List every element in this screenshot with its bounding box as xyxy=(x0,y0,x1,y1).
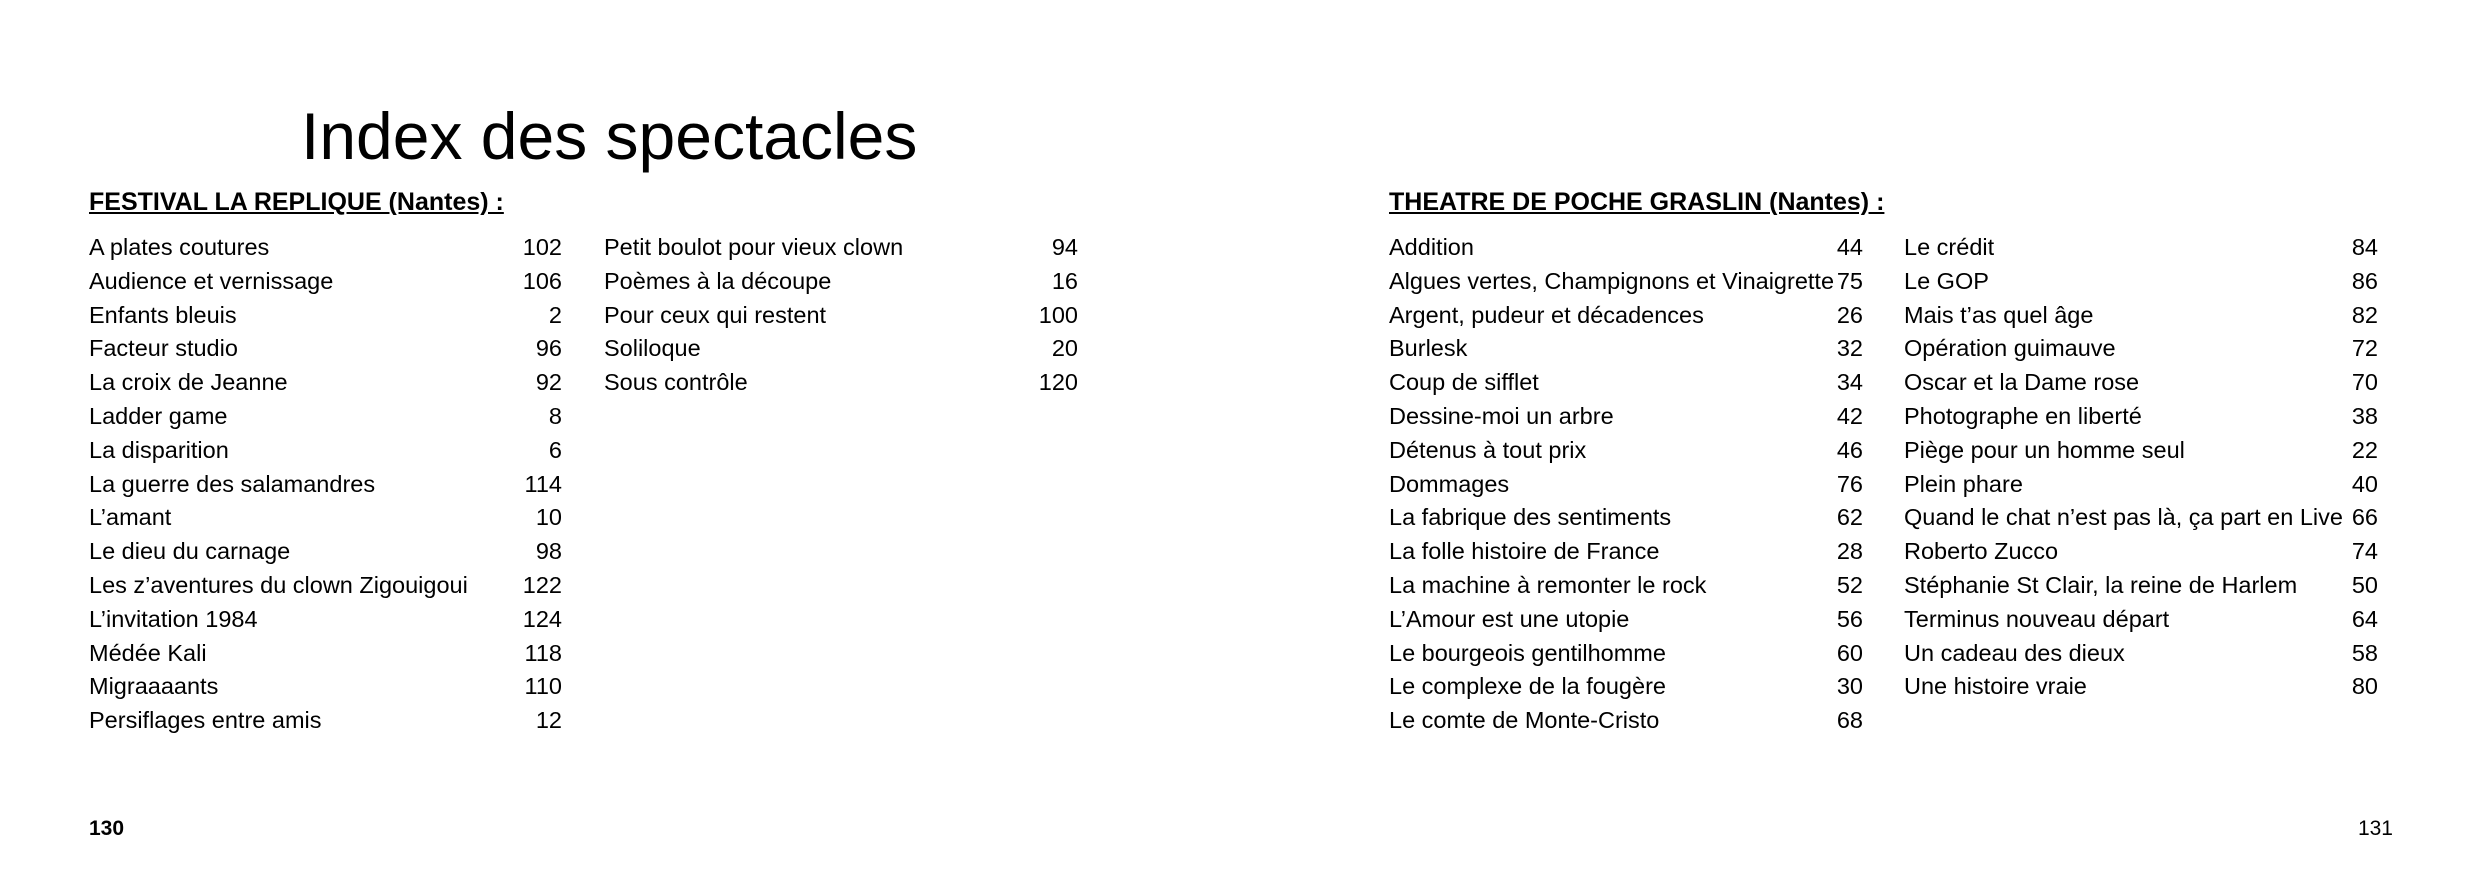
entry-title: Roberto Zucco xyxy=(1904,538,2059,565)
entry-page-number: 62 xyxy=(1836,504,1863,531)
index-entry xyxy=(1904,400,2378,434)
entry-page-number: 100 xyxy=(1038,301,1078,328)
index-column-right-2 xyxy=(1904,231,2378,704)
index-entry xyxy=(1904,265,2378,299)
index-entry xyxy=(1904,299,2378,333)
entry-page-number: 80 xyxy=(2351,673,2378,700)
entry-title: Mais t’as quel âge xyxy=(1904,301,2094,328)
entry-title: La guerre des salamandres xyxy=(89,470,376,497)
entry-title: Le complexe de la fougère xyxy=(1389,673,1666,700)
entry-title: Le GOP xyxy=(1904,267,1989,294)
index-entry xyxy=(1904,332,2378,366)
entry-page-number: 102 xyxy=(522,234,562,260)
entry-page-number: 28 xyxy=(1836,538,1863,565)
entry-title: Sous contrôle xyxy=(604,369,748,396)
entry-page-number: 98 xyxy=(535,538,562,565)
index-entry xyxy=(89,670,562,704)
index-entry xyxy=(1904,670,2378,704)
entry-page-number: 66 xyxy=(2351,504,2378,531)
index-entry xyxy=(1389,637,1863,671)
index-entry xyxy=(1389,400,1863,434)
entry-title: Détenus à tout prix xyxy=(1389,436,1587,463)
entry-page-number: 94 xyxy=(1051,234,1078,260)
entry-page-number: 124 xyxy=(522,605,562,632)
entry-page-number: 82 xyxy=(2351,301,2378,328)
entry-title: Les z’aventures du clown Zigouigoui xyxy=(89,571,468,598)
index-entry xyxy=(1389,366,1863,400)
index-entry xyxy=(1904,501,2378,535)
index-entry xyxy=(1904,434,2378,468)
index-entry xyxy=(604,366,1078,400)
entry-title: La machine à remonter le rock xyxy=(1389,571,1707,598)
entry-title: Addition xyxy=(1389,234,1474,260)
index-entry xyxy=(1389,299,1863,333)
entry-page-number: 68 xyxy=(1836,707,1863,734)
entry-title: Migraaaants xyxy=(89,673,219,700)
entry-page-number: 118 xyxy=(524,639,562,666)
index-entry xyxy=(1389,704,1863,738)
index-entry xyxy=(89,400,562,434)
entry-page-number: 12 xyxy=(535,707,562,734)
entry-title: Enfants bleuis xyxy=(89,301,237,328)
entry-page-number: 58 xyxy=(2351,639,2378,666)
index-entry xyxy=(1904,468,2378,502)
entry-page-number: 2 xyxy=(548,301,562,328)
index-entry xyxy=(89,434,562,468)
index-entry xyxy=(1904,535,2378,569)
entry-page-number: 76 xyxy=(1836,470,1863,497)
entry-title: Dommages xyxy=(1389,470,1510,497)
entry-title: Le crédit xyxy=(1904,234,1995,260)
entry-title: Médée Kali xyxy=(89,639,207,666)
entry-title: Burlesk xyxy=(1389,335,1468,362)
entry-page-number: 26 xyxy=(1836,301,1863,328)
index-entry xyxy=(1389,231,1863,265)
entry-title: Pour ceux qui restent xyxy=(604,301,827,328)
entry-title: Persiflages entre amis xyxy=(89,707,322,734)
entry-page-number: 40 xyxy=(2351,470,2378,497)
entry-title: La disparition xyxy=(89,436,229,463)
entry-title: Poèmes à la découpe xyxy=(604,267,832,294)
entry-page-number: 22 xyxy=(2351,436,2378,463)
index-entry xyxy=(89,265,562,299)
index-entry xyxy=(89,231,562,265)
index-column-left-2 xyxy=(604,231,1078,400)
entry-page-number: 96 xyxy=(535,335,562,362)
index-entry xyxy=(89,603,562,637)
index-entry xyxy=(1904,569,2378,603)
entry-title: Plein phare xyxy=(1904,470,2023,497)
entry-title: Photographe en liberté xyxy=(1904,402,2142,429)
entry-page-number: 20 xyxy=(1051,335,1078,362)
index-entry xyxy=(1389,332,1863,366)
entry-title: Terminus nouveau départ xyxy=(1904,605,2170,632)
index-entry xyxy=(604,299,1078,333)
entry-title: Une histoire vraie xyxy=(1904,673,2087,700)
entry-title: Piège pour un homme seul xyxy=(1904,436,2185,463)
entry-title: A plates coutures xyxy=(89,234,270,260)
page-title: Index des spectacles xyxy=(301,99,918,173)
page-number-left: 130 xyxy=(89,817,125,840)
entry-page-number: 38 xyxy=(2351,402,2378,429)
index-entry xyxy=(89,535,562,569)
entry-page-number: 114 xyxy=(524,470,562,497)
entry-page-number: 30 xyxy=(1836,673,1863,700)
entry-page-number: 75 xyxy=(1836,267,1863,294)
index-entry xyxy=(89,468,562,502)
entry-page-number: 16 xyxy=(1051,267,1078,294)
entry-page-number: 74 xyxy=(2351,538,2378,565)
index-entry xyxy=(89,501,562,535)
index-entry xyxy=(1389,265,1863,299)
entry-page-number: 32 xyxy=(1836,335,1863,362)
entry-title: Quand le chat n’est pas là, ça part en Live xyxy=(1904,504,2343,531)
index-column-left-1 xyxy=(89,231,562,738)
entry-page-number: 42 xyxy=(1836,402,1863,429)
entry-page-number: 106 xyxy=(522,267,562,294)
index-entry xyxy=(1389,670,1863,704)
index-entry xyxy=(89,299,562,333)
entry-title: Ladder game xyxy=(89,402,228,429)
entry-title: Stéphanie St Clair, la reine de Harlem xyxy=(1904,571,2298,598)
entry-page-number: 34 xyxy=(1836,369,1863,396)
index-entry xyxy=(604,231,1078,265)
entry-title: La fabrique des sentiments xyxy=(1389,504,1672,531)
index-entry xyxy=(89,704,562,738)
entry-page-number: 50 xyxy=(2351,571,2378,598)
entry-title: Audience et vernissage xyxy=(89,267,334,294)
entry-page-number: 120 xyxy=(1038,369,1078,396)
index-entry xyxy=(1904,637,2378,671)
entry-title: Le dieu du carnage xyxy=(89,538,291,565)
entry-title: Algues vertes, Champignons et Vinaigrette xyxy=(1389,267,1835,294)
index-entry xyxy=(1389,434,1863,468)
entry-title: La croix de Jeanne xyxy=(89,369,288,396)
index-entry xyxy=(1904,603,2378,637)
entry-page-number: 52 xyxy=(1836,571,1863,598)
index-entry xyxy=(1389,501,1863,535)
section-heading-festival-la-replique: FESTIVAL LA REPLIQUE (Nantes) : xyxy=(89,188,504,216)
entry-title: L’invitation 1984 xyxy=(89,605,258,632)
index-entry xyxy=(1904,231,2378,265)
index-entry xyxy=(89,569,562,603)
entry-page-number: 56 xyxy=(1836,605,1863,632)
entry-title: Un cadeau des dieux xyxy=(1904,639,2125,666)
entry-title: Argent, pudeur et décadences xyxy=(1389,301,1704,328)
entry-title: La folle histoire de France xyxy=(1389,538,1660,565)
entry-page-number: 60 xyxy=(1836,639,1863,666)
entry-title: Opération guimauve xyxy=(1904,335,2116,362)
entry-title: Le comte de Monte-Cristo xyxy=(1389,707,1660,734)
entry-page-number: 72 xyxy=(2351,335,2378,362)
entry-title: L’Amour est une utopie xyxy=(1389,605,1630,632)
entry-title: Facteur studio xyxy=(89,335,238,362)
entry-title: Coup de sifflet xyxy=(1389,369,1539,396)
index-entry xyxy=(1389,468,1863,502)
entry-page-number: 64 xyxy=(2351,605,2378,632)
index-entry xyxy=(89,366,562,400)
entry-page-number: 6 xyxy=(548,436,562,463)
entry-title: L’amant xyxy=(89,504,172,531)
entry-page-number: 110 xyxy=(524,673,562,700)
entry-page-number: 46 xyxy=(1836,436,1863,463)
entry-page-number: 84 xyxy=(2351,234,2378,260)
index-entry xyxy=(1389,569,1863,603)
entry-page-number: 8 xyxy=(548,402,562,429)
index-entry xyxy=(1904,366,2378,400)
index-entry xyxy=(604,332,1078,366)
index-entry xyxy=(604,265,1078,299)
index-entry xyxy=(1389,535,1863,569)
entry-page-number: 44 xyxy=(1836,234,1863,260)
entry-title: Le bourgeois gentilhomme xyxy=(1389,639,1666,666)
entry-page-number: 86 xyxy=(2351,267,2378,294)
entry-title: Soliloque xyxy=(604,335,701,362)
page-number-right: 131 xyxy=(2357,817,2393,840)
entry-title: Petit boulot pour vieux clown xyxy=(604,234,904,260)
index-column-right-1 xyxy=(1389,231,1863,738)
index-entry xyxy=(89,637,562,671)
section-heading-theatre-de-poche-graslin: THEATRE DE POCHE GRASLIN (Nantes) : xyxy=(1389,188,1885,216)
entry-title: Dessine-moi un arbre xyxy=(1389,402,1614,429)
entry-page-number: 92 xyxy=(535,369,562,396)
entry-page-number: 122 xyxy=(522,571,562,598)
entry-title: Oscar et la Dame rose xyxy=(1904,369,2140,396)
index-entry xyxy=(89,332,562,366)
entry-page-number: 10 xyxy=(535,504,562,531)
entry-page-number: 70 xyxy=(2351,369,2378,396)
index-entry xyxy=(1389,603,1863,637)
